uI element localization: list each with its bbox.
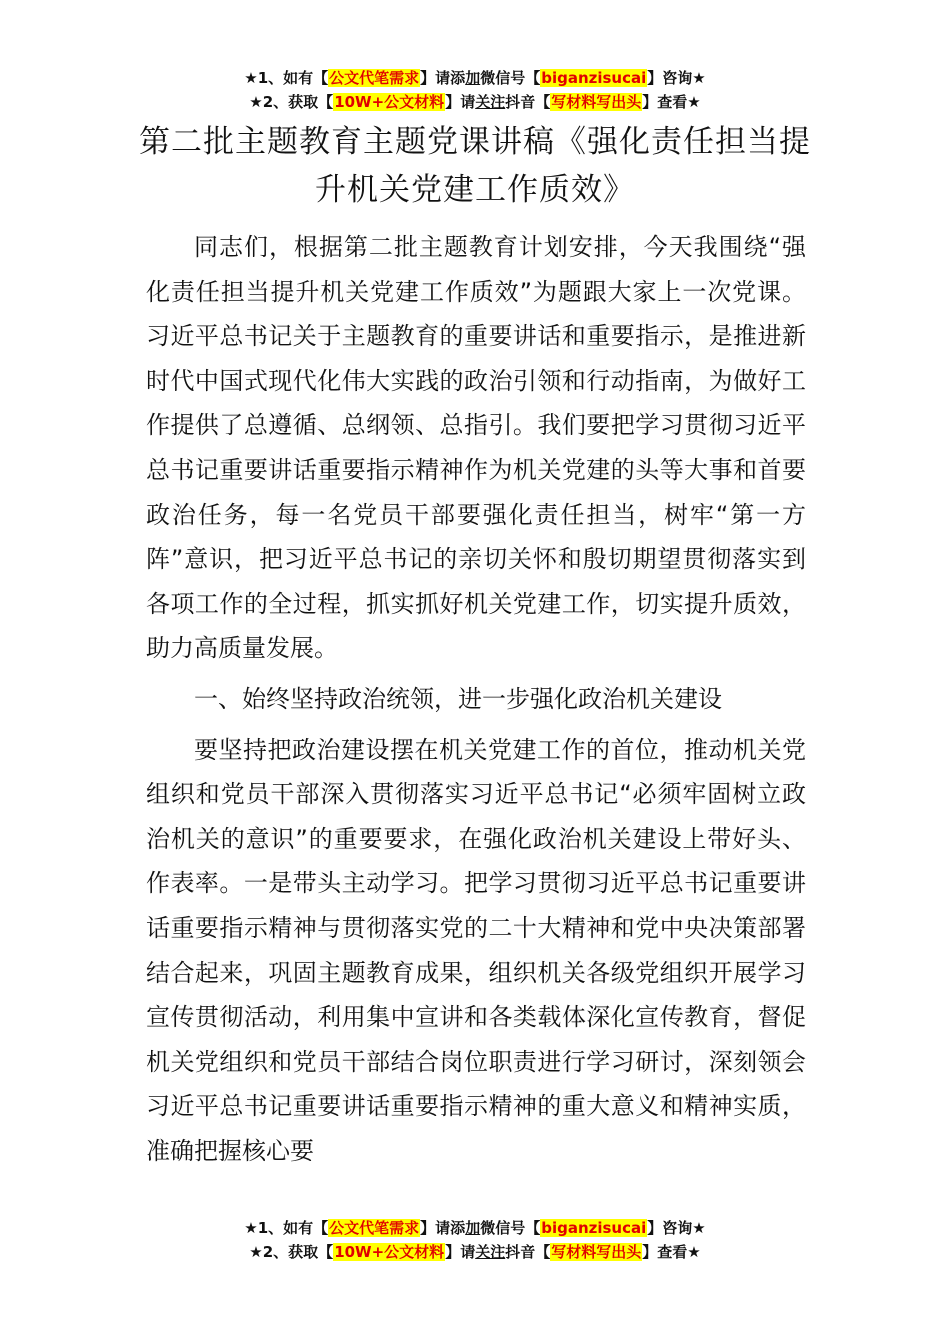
banner-text: 微信号【 [480, 69, 541, 87]
banner-line-2 [0, 90, 950, 114]
banner-text: 】咨询★ [647, 69, 706, 87]
banner-text: 】请 [445, 93, 476, 111]
banner-highlight: 写材料写出头 [551, 93, 642, 111]
banner-highlight: 10W+公文材料 [334, 1243, 445, 1261]
banner-text: ★2、获取【 [249, 93, 334, 111]
banner-text: ★1、如有【 [244, 1219, 329, 1237]
banner-line-1 [0, 66, 950, 90]
banner-text: 关注 [475, 93, 506, 111]
bottom-banner [0, 1216, 950, 1264]
banner-line-1 [0, 1216, 950, 1240]
banner-highlight: biganzisucai [541, 69, 647, 87]
paragraph-intro: 同志们，根据第二批主题教育计划安排，今天我围绕“强化责任担当提升机关党建工作质效”为题跟大家上一次党课。习近平总书记关于主题教育的重要讲话和重要指示，是推进新时代中国式现代化伟大实践的政治引领和行动指南，为做好工作提供了总遵循、总纲领、总指引。我们要把学习贯彻习近平总书记重要讲话重要指示精神作为机关党建的头等大事和首要政治任务，每一名党员干部要强化责任担当，树牢“第一方阵”意识，把习近平总书记的亲切关怀和殷切期望贯彻落实到各项工作的全过程，抓实抓好机关党建工作，切实提升质效，助力高质量发展。 [146, 233, 806, 663]
banner-highlight: biganzisucai [541, 1219, 647, 1237]
banner-text: 关注 [475, 1243, 506, 1261]
section-heading: 一、始终坚持政治统领，进一步强化政治机关建设 [194, 684, 722, 713]
banner-highlight: 公文代笔需求 [329, 1219, 420, 1237]
document-body [146, 225, 806, 1173]
banner-text: ★2、获取【 [249, 1243, 334, 1261]
banner-text: 加 [465, 69, 481, 87]
banner-text: 】咨询★ [647, 1219, 706, 1237]
banner-text: 微信号【 [480, 1219, 541, 1237]
banner-text: 】请添 [420, 1219, 466, 1237]
top-banner [0, 66, 950, 114]
banner-line-2 [0, 1240, 950, 1264]
banner-highlight: 10W+公文材料 [334, 93, 445, 111]
banner-text: 】请 [445, 1243, 476, 1261]
banner-text: ★1、如有【 [244, 69, 329, 87]
banner-text: 】查看★ [642, 1243, 701, 1261]
banner-text: 抖音【 [505, 1243, 551, 1261]
paragraph-section-1: 要坚持把政治建设摆在机关党建工作的首位，推动机关党组织和党员干部深入贯彻落实习近平总书记“必须牢固树立政治机关的意识”的重要要求，在强化政治机关建设上带好头、作表率。一是带头主动学习。把学习贯彻习近平总书记重要讲话重要指示精神与贯彻落实党的二十大精神和党中央决策部署结合起来，巩固主题教育成果，组织机关各级党组织开展学习宣传贯彻活动，利用集中宣讲和各类载体深化宣传教育，督促机关党组织和党员干部结合岗位职责进行学习研讨，深刻领会习近平总书记重要讲话重要指示精神的重大意义和精神实质，准确把握核心要 [146, 735, 806, 1165]
banner-highlight: 公文代笔需求 [329, 69, 420, 87]
banner-highlight: 写材料写出头 [551, 1243, 642, 1261]
banner-text: 】请添 [420, 69, 466, 87]
document-title: 第二批主题教育主题党课讲稿《强化责任担当提升机关党建工作质效》 [139, 124, 811, 208]
banner-text: 】查看★ [642, 93, 701, 111]
banner-text: 抖音【 [505, 93, 551, 111]
banner-text: 加 [465, 1219, 481, 1237]
